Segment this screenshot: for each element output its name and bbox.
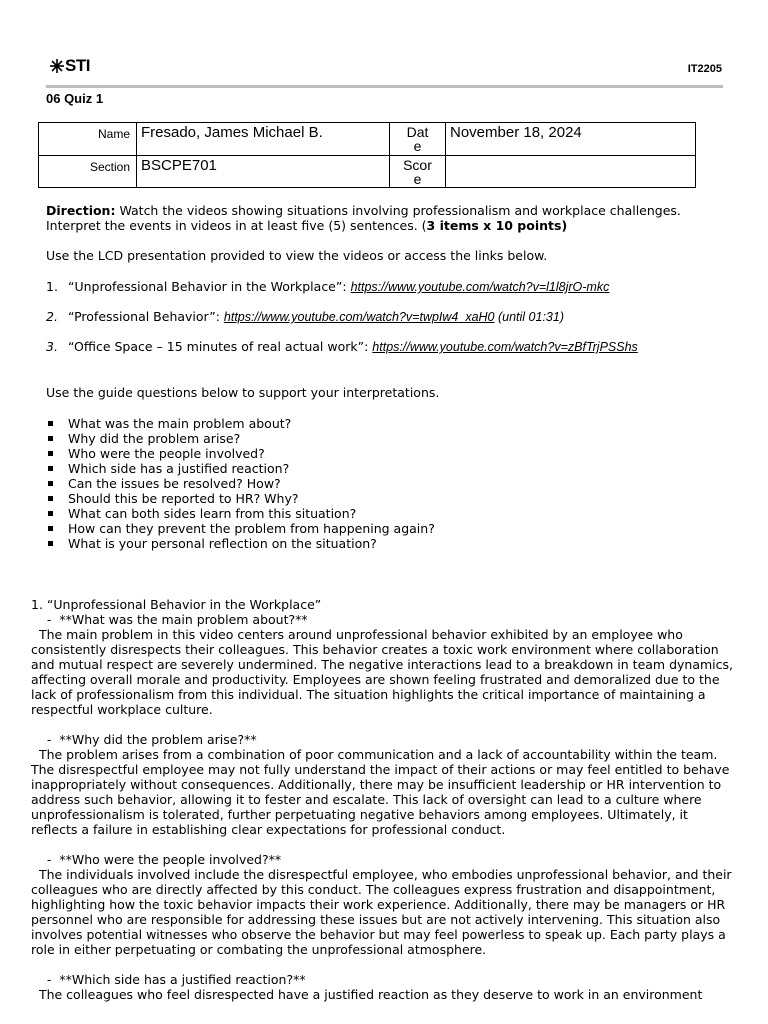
answer-paragraph: The main problem in this video centers around unprofessional behavior exhibited by an employee who consistently disrespects their colleagues. This behavior creates a toxic work environment where collaboration and mutual respect are severely undermined. The negative interactions lead to a breakdown in team dynamics, affecting overall morale and productivity. Employees are shown feeling frustrated and demoralized due to the lack of professionalism from this individual. The situation highlights the critical importance of maintaining a respectful workplace culture.: [31, 627, 737, 717]
section-value[interactable]: BSCPE701: [137, 156, 390, 188]
header-divider: [46, 85, 723, 88]
date-label: [390, 123, 446, 156]
name-value[interactable]: Fresado, James Michael B.: [137, 123, 390, 156]
list-item: What is your personal reflection on the situation?: [46, 536, 435, 551]
list-item: Can the issues be resolved? How?: [46, 476, 435, 491]
question-line: - **Which side has a justified reaction?**: [31, 972, 306, 987]
answer-paragraph: The problem arises from a combination of poor communication and a lack of accountability within the team. The disrespectful employee may not fully understand the impact of their actions or may feel entitled to behave inappropriately without consequences. Additionally, there may be insufficient leadership or HR intervention to address such behavior, allowing it to fester and escalate. This lack of oversight can lead to a culture where unprofessionalism is tolerated, further perpetuating negative behaviors among employees. Ultimately, it reflects a failure in establishing clear expectations for professional conduct.: [31, 747, 734, 837]
question-line: - **Who were the people involved?**: [31, 852, 282, 867]
video-number: 3.: [46, 339, 58, 354]
direction-body: Watch the videos showing situations involving professionalism and workplace challenges. Interpret the events in videos in at least five (5) sentences. (: [46, 203, 681, 233]
quiz-title: 06 Quiz 1: [46, 91, 104, 106]
video-number: 1.: [46, 279, 58, 294]
sti-logo: [50, 56, 90, 76]
section-label: Section: [39, 156, 137, 188]
direction-label: Direction:: [46, 203, 116, 218]
answer-paragraph: The colleagues who feel disrespected have a justified reaction as they deserve to work in an environment: [31, 987, 703, 1002]
score-label-text: Score: [403, 157, 432, 187]
list-item: Who were the people involved?: [46, 446, 435, 461]
guide-intro: Use the guide questions below to support your interpretations.: [46, 385, 440, 400]
video-item-1: [46, 279, 609, 295]
list-item: Should this be reported to HR? Why?: [46, 491, 435, 506]
list-item: Which side has a justified reaction?: [46, 461, 435, 476]
video-link[interactable]: https://www.youtube.com/watch?v=twpIw4_xaH0: [223, 310, 495, 324]
answer-heading: 1. “Unprofessional Behavior in the Workplace”: [31, 597, 322, 612]
video-item-3: [46, 339, 638, 355]
score-value[interactable]: [446, 156, 696, 188]
list-item: What can both sides learn from this situation?: [46, 506, 435, 521]
score-label: [390, 156, 446, 188]
name-label: Name: [39, 123, 137, 156]
student-info-table: [38, 122, 696, 188]
direction-text: [46, 203, 696, 233]
date-label-text: Date: [406, 124, 429, 154]
video-link[interactable]: https://www.youtube.com/watch?v=l1l8jrO-mkc: [350, 280, 610, 294]
video-title: “Professional Behavior”:: [68, 309, 220, 324]
question-line: - **What was the main problem about?**: [31, 612, 308, 627]
answer-paragraph: The individuals involved include the disrespectful employee, who embodies unprofessional behavior, and their colleagues who are directly affected by this conduct. The colleagues express frustration and disappointment, highlighting how the toxic behavior impacts their work experience. Additionally, there may be managers or HR personnel who are responsible for addressing these issues but are not actively intervening. This situation also involves potential witnesses who observe the behavior but may feel powerless to speak up. Each party plays a role in either perpetuating or combating the unprofessional atmosphere.: [31, 867, 736, 957]
guide-questions-list: [46, 416, 435, 551]
direction-points: 3 items x 10 points): [426, 218, 568, 233]
video-title: “Office Space – 15 minutes of real actual work”:: [68, 339, 369, 354]
logo-burst-icon: [50, 59, 64, 73]
course-code: IT2205: [687, 63, 722, 75]
list-item: What was the main problem about?: [46, 416, 435, 431]
answer-section: [31, 597, 737, 1002]
video-item-2: [46, 309, 564, 325]
video-link[interactable]: https://www.youtube.com/watch?v=zBfTrjPSShs: [372, 340, 638, 354]
video-title: “Unprofessional Behavior in the Workplace”:: [68, 279, 347, 294]
date-value[interactable]: November 18, 2024: [446, 123, 696, 156]
video-number: 2.: [46, 309, 58, 324]
lcd-note: Use the LCD presentation provided to view the videos or access the links below.: [46, 248, 548, 263]
list-item: How can they prevent the problem from happening again?: [46, 521, 435, 536]
list-item: Why did the problem arise?: [46, 431, 435, 446]
question-line: - **Why did the problem arise?**: [31, 732, 257, 747]
logo-text: STI: [65, 56, 90, 75]
video-extra: (until 01:31): [494, 310, 564, 324]
